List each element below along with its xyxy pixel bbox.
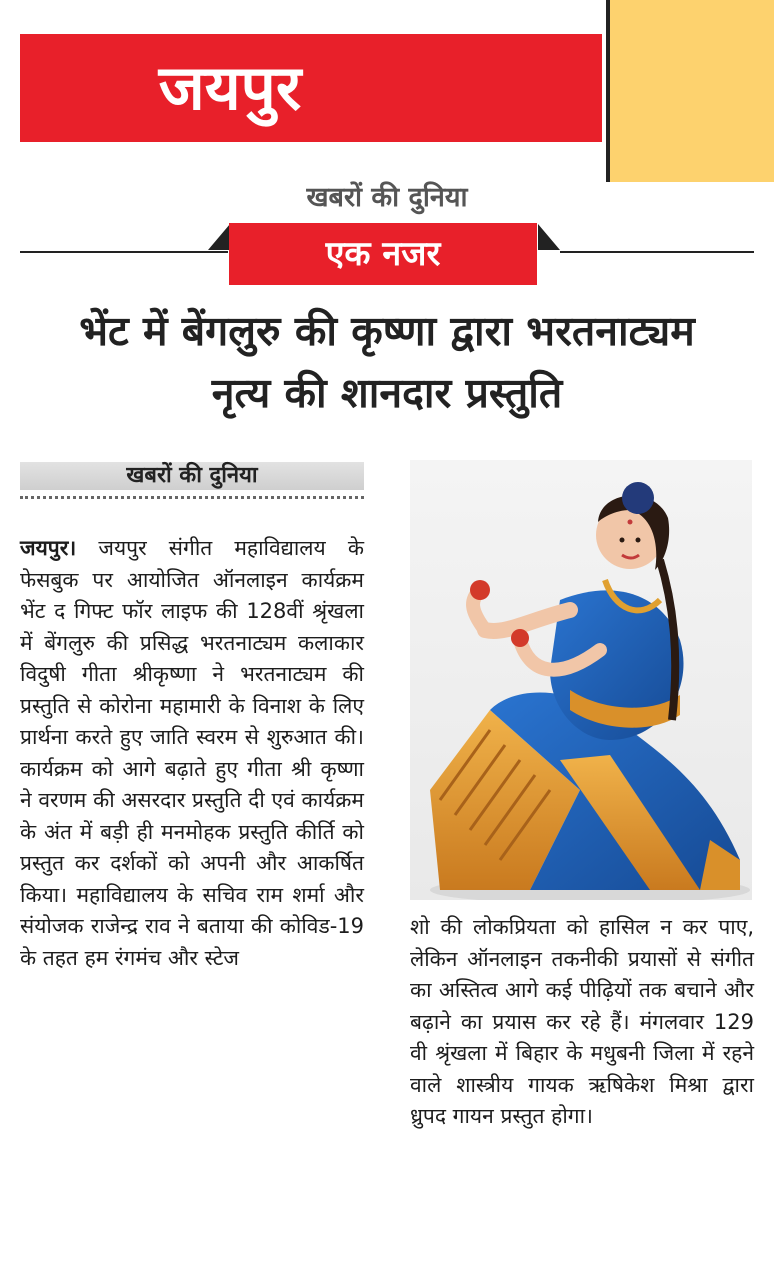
headline xyxy=(10,300,764,424)
dancer-illustration xyxy=(410,460,752,900)
column-header xyxy=(20,462,364,490)
divider-right-notch xyxy=(538,224,560,250)
section-tag: एक नजर xyxy=(229,223,537,285)
column-header-label: खबरों की दुनिया xyxy=(126,463,258,488)
article-dateline: जयपुर। xyxy=(20,536,77,560)
dancer-photo xyxy=(410,460,752,900)
divider-left xyxy=(20,251,228,253)
city-banner xyxy=(20,34,602,142)
article-left-column xyxy=(20,533,364,974)
corner-yellow-block xyxy=(606,0,774,182)
dotted-divider xyxy=(20,496,364,499)
article-left-body: जयपुर संगीत महाविद्यालय के फेसबुक पर आयोजित ऑनलाइन कार्यक्रम भेंट द गिफ्ट फॉर लाइफ की 128वीं श्रृंखला में बेंगलुरु की प्रसिद्ध भरतनाट्यम कलाकार विदुषी गीता श्रीकृष्णा ने भरतनाट्यम की प्रस्तुति से कोरोना महामारी के विनाश के लिए प्रार्थना करते हुए जाति स्वरम से शुरुआत की। कार्यक्रम को आगे बढ़ाते हुए गीता श्री कृष्णा ने वरणम की असरदार प्रस्तुति दी एवं कार्यक्रम के अंत में बड़ी ही मनमोहक प्रस्तुति कीर्ति को प्रस्तुत कर दर्शकों को अपनी और आकर्षित किया। महाविद्यालय के सचिव राम शर्मा और संयोजक राजेन्द्र राव ने बताया की कोविड-19 के तहत हम रंगमंच और स्टेज xyxy=(20,536,364,970)
divider-right xyxy=(560,251,754,253)
article-right-column: शो की लोकप्रियता को हासिल न कर पाए, लेकिन ऑनलाइन तकनीकी प्रयासों से संगीत का अस्तित्व आगे कई पीढ़ियों तक बचाने और बढ़ाने का प्रयास कर रहे हैं। मंगलवार 129 वी श्रृंखला में बिहार के मधुबनी जिला में रहने वाले शास्त्रीय गायक ऋषिकेश मिश्रा द्वारा ध्रुपद गायन प्रस्तुत होगा। xyxy=(410,915,754,1128)
section-kicker: खबरों की दुनिया xyxy=(306,182,468,213)
headline-line-2: नृत्य की शानदार प्रस्तुति xyxy=(211,369,563,417)
divider-left-notch xyxy=(208,224,230,250)
city-banner-title: जयपुर xyxy=(158,51,302,124)
headline-line-1: भेंट में बेंगलुरु की कृष्णा द्वारा भरतनाट्यम xyxy=(79,307,695,355)
